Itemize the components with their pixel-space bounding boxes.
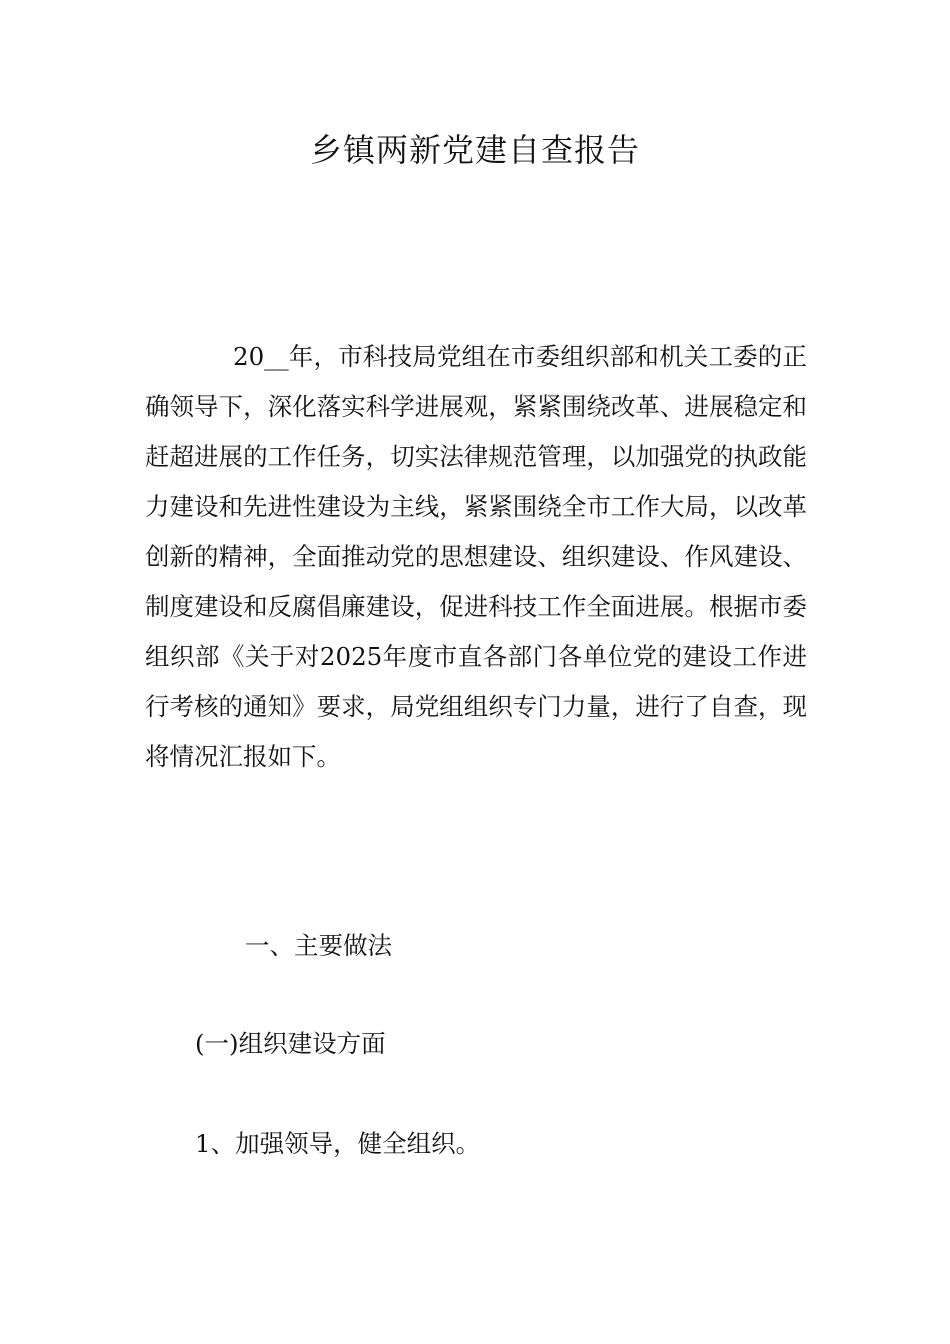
section-heading: 一、主要做法 (245, 931, 392, 960)
intro-paragraph: 20__年，市科技局党组在市委组织部和机关工委的正确领导下，深化落实科学进展观，紧紧围绕改革、进展稳定和赶超进展的工作任务，切实法律规范管理，以加强党的执政能力建设和先进性建设为主线，紧紧围绕全市工作大局，以改革创新的精神，全面推动党的思想建设、组织建设、作风建设、制度建设和反腐倡廉建设，促进科技工作全面进展。根据市委组织部《关于对2025年度市直各部门各单位党的建设工作进行考核的通知》要求，局党组组织专门力量，进行了自查，现将情况汇报如下。 (145, 342, 807, 771)
subsection-heading: (一)组织建设方面 (195, 1029, 386, 1058)
item-heading: 1、加强领导，健全组织。 (195, 1129, 481, 1158)
document-title: 乡镇两新党建自查报告 (309, 131, 640, 169)
